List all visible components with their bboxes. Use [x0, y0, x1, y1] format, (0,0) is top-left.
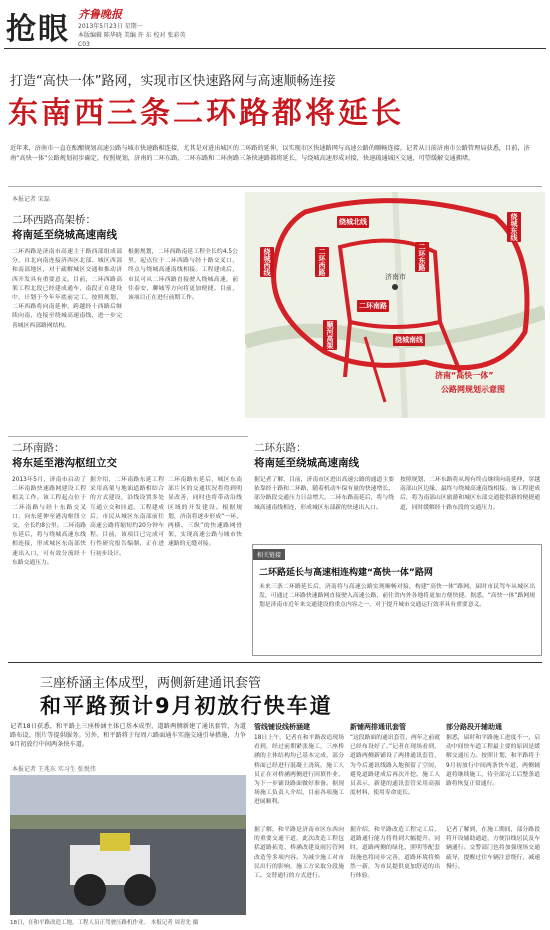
label-ring-east: 绕城东线 [507, 212, 521, 242]
label-2nd-ring-south: 二环南路 [359, 302, 387, 310]
meta-editors: 本版编辑 陈华晓 美编 许 东 校对 张彩英 [78, 32, 186, 39]
south-col-2: 据介绍，二环南路东延工程采用高架与地面道路相结合的方式建设，沿线设置多处互通立交和匝道。工程建成后，市民从城区东南部前往高速公路将缩短约20分钟车程。目前，该项目已完成可行性研究报告编制，正在进行初步设计。 [90, 477, 164, 557]
west-subhead-a: 二环西路高架桥： [12, 214, 96, 226]
construction-photo [10, 775, 246, 915]
c3-text-b: 记者了解到，在施工期间，部分路段将开设辅助通道，方便沿线居民及车辆通行。交警部门也将加强现场交通疏导，提醒过往车辆注意绕行，减速慢行。 [446, 827, 540, 870]
west-col-1: 二环西路是济南市高速主干路西部组成部分，自北向南连接济西区北部、城区西部和南部地区，对于疏解城区交通和推动济西开发具有重要意义。目前，二环西路高架工程北段已经建成通车，南段正在建设中，计划于今年年底前完工。按照规划，二环西路将向南延伸，跨越经十西路后继续向南，连接至绕城高速南线，进一步完善城区西部路网结构。 [12, 249, 122, 329]
map-caption-line1: 济南“高快一体” [435, 371, 494, 380]
east-subhead-b: 将南延至绕城高速南线 [254, 457, 359, 469]
byline: 本报记者 宋磊 [12, 196, 50, 203]
west-subhead-b: 将南延至绕城高速南线 [12, 229, 117, 241]
label-2nd-ring-east: 二环东路 [415, 242, 429, 272]
photo-caption: 18日，在和平路改造工地，工程人员正驾驶压路机作业。 本报记者 周青先 摄 [10, 920, 199, 926]
page-number: C03 [78, 41, 90, 48]
west-col-2: 根据规划，二环西路南延工程全长约4.5公里，起点位于二环西路与经十路交叉口，终点与绕城高速南线相接。工程建成后，市民可从二环西路直接驶入绕城高速，前往泰安、聊城等方向将更加便捷。目前，该项目正在进行前期工作。 [128, 249, 238, 302]
meta-date: 2013年5月23日 星期一 [78, 23, 143, 30]
c1-text: 18日上午，记者在和平路改造现场看到，经过前期紧张施工，三座桥涵的主体结构均已基本完成，部分桥面已经进行混凝土浇筑。施工人员正在对桥涵两侧进行回填作业，为下一步铺设路面做好准备。据现场施工负责人介绍，目前各项施工进展顺利。 [254, 735, 344, 806]
top-lead: 近年来，济南市一直在酝酿规划高速公路与城市快速路相连接，尤其是对进出城区的二环路的延伸，以实现市区快速路网与高速公路的顺畅连接。记者从日前济南市公路管理局获悉，目前，济南“高快一体”公路规划初步确定，按照规划，济南的二环东路、二环东路和二环南路三条快速路都将延长，与绕城高速形成对接，快速疏通城区交通，可望缓解交通拥堵。 [10, 145, 530, 162]
c1-heading: 管线铺设线桥涵建 [254, 723, 310, 731]
c3-heading: 部分路段开辅助通 [446, 723, 502, 731]
c2-heading: 新铺两排通讯套管 [350, 723, 406, 731]
top-kicker: 打造“高快一体”路网，实现市区快速路网与高速顺畅连接 [10, 74, 336, 89]
related-tag: 相关链接 [253, 549, 285, 560]
ring-road-map [245, 192, 545, 418]
label-shunhe: 顺河高架 [323, 320, 337, 350]
south-subhead-a: 二环南路： [12, 442, 65, 454]
south-col-1: 2013年5月，济南市启动了二环南路快速路网建设工程相关工作。该工程起点位于二环南路与经十东路交叉口，向东延伸至港沟枢纽立交，全长约8公里。二环南路东延后，将与绕城高速东线相连接，形成城区东南部快速出入口，可有效分流经十东路交通压力。 [12, 477, 86, 566]
label-ring-south: 绕城南线 [395, 336, 423, 344]
east-col-2: 按照规划，二环东路将从现有终点继续向南延伸，穿越南部山区边缘，最终与绕城高速南线相接。该工程建成后，将为南部山区旅游和城区东部交通提供新的便捷通道，同时缓解经十路东段的交通压力。 [400, 477, 540, 511]
lead-divider [8, 186, 542, 187]
south-subhead-b: 将东延至港沟枢纽立交 [12, 457, 117, 469]
label-city: 济南市 [385, 273, 406, 281]
section2-byline: 本报记者 王兆东 实习生 张悦伟 [12, 766, 96, 773]
south-col-3: 二环南路东延后，城区东南部片区的交通状况将得到明显改善，同时也将带动沿线区域的开发建设。根据规划，济南将逐步形成“一环、两横、三纵”的快速路网骨架，实现高速公路与城市快速路的无缝对接。 [168, 477, 242, 548]
section2-rule [8, 662, 542, 663]
label-ring-north: 绕城北线 [339, 218, 367, 226]
c2-text-b: 据介绍，和平路改造工程完工后，道路通行能力将得到大幅提升。同时，道路两侧的绿化、照明等配套设施也将同步完善，道路环境将焕然一新，为市民提供更加舒适的出行体验。 [350, 827, 440, 880]
masthead-meta [78, 22, 185, 49]
related-title: 二环路延长与高速相连构建“高快一体”路网 [259, 568, 433, 578]
map-caption-line2: 公路网规划示意图 [441, 385, 505, 394]
related-text: 未来三条二环路延长后，济南将与高速公路实现顺畅对接，构建“高快一体”路网。届时市民驾车从城区出发，可通过二环路快速路网直接驶入高速公路，前往省内外各地将更加方便快捷。据悉，“高快一体”路网规划是济南市近年来交通建设的重点内容之一，对于提升城市交通运行效率具有重要意义。 [259, 584, 535, 609]
east-col-1: 据记者了解，目前，济南市区进出高速公路的通道主要依靠经十路和二环路，随着机动车保有量的快速增长，部分路段交通压力日益增大。二环东路南延后，将与绕城高速南线相连，形成城区东部新的快速出入口。 [254, 477, 394, 511]
c3-text: 据悉，届时和平路施工进度不一，启动中间快车道工程最主要的原因是缓解交通压力。按照计划，和平路将于9月初放行中间两条快车道，两侧辅道将继续施工，待全部完工后整条道路将恢复正常通行。 [446, 735, 540, 788]
east-subhead-a: 二环东路： [254, 442, 307, 454]
related-box [252, 544, 542, 656]
c1-text-b: 据了解，和平路是济南市区东西向的重要交通干道，此次改造工程包括道路拓宽、桥涵改建及雨污管网改造等多项内容。为减少施工对市民出行的影响，施工方采取分段施工、交替通行的方式进行。 [254, 827, 344, 880]
c2-text: “这段路面的通讯套管，两年之前就已经布设好了。”记者在现场看到，道路两侧新铺设了两排通讯套管，为今后通讯线路入地预留了空间，避免道路建成后再次开挖。施工人员表示，新建的通讯套管采用高强度材料，使用寿命更长。 [350, 735, 440, 797]
label-2nd-ring-west: 二环西路 [315, 247, 329, 277]
section-title: 抢眼 [6, 12, 70, 47]
south-divider [8, 436, 248, 437]
label-ring-west: 绕城西线 [260, 247, 274, 277]
photo-graphic [10, 775, 246, 915]
section2-intro: 记者18日获悉，和平路上三座桥涵主体已基本成型，道路两侧新建了通讯套管，为道路布设、照片等提供服务。另外，和平路将于每周六路面通车实施交通引导措施，力争9月初放行中间两条快车道。 [10, 723, 246, 749]
top-headline: 东南西三条二环路都将延长 [8, 96, 404, 131]
section2-kicker: 三座桥涵主体成型，两侧新建通讯套管 [40, 676, 262, 691]
header-rule [4, 48, 546, 49]
newspaper-logo: 齐鲁晚报 [78, 8, 122, 21]
section2-headline: 和平路预计9月初放行快车道 [40, 694, 333, 718]
